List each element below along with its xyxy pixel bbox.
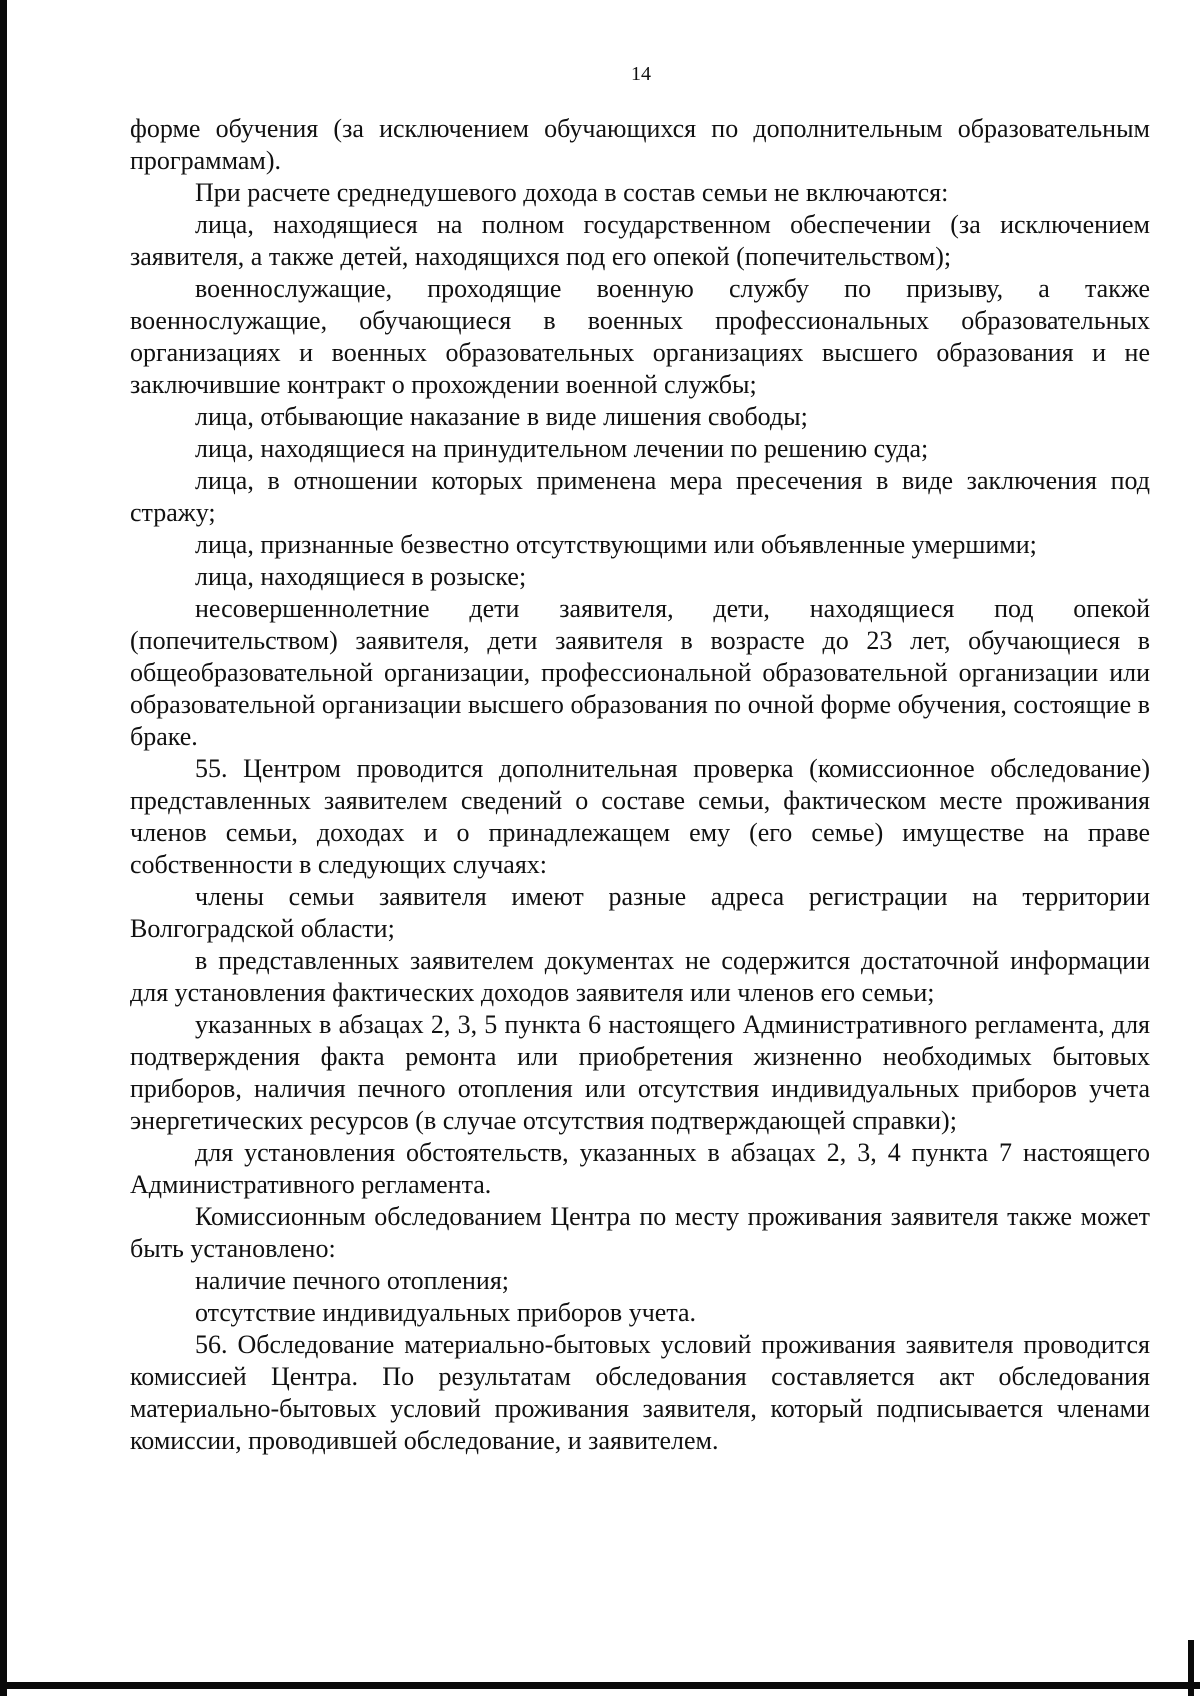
paragraph: лица, находящиеся в розыске; (195, 562, 527, 591)
paragraph-item-56: 56. Обследование материально-бытовых условий проживания заявителя проводится комиссией Центра. По результатам обследования составляется акт обследования материально-бытовых условий проживания заявителя, который подписывается членами комиссии, проводившей обследование, и заявителем. (130, 1330, 1150, 1455)
paragraph: отсутствие индивидуальных приборов учета. (195, 1298, 697, 1327)
page-number: 14 (631, 63, 651, 85)
paragraph: лица, отбывающие наказание в виде лишения свободы; (195, 402, 808, 431)
paragraph: несовершеннолетние дети заявителя, дети, находящиеся под опекой (попечительством) заявителя, дети заявителя в возрасте до 23 лет, обучающиеся в общеобразовательной организации, профессиональной образовательной организации или образовательной организации высшего образования по очной форме обучения, состоящие в браке. (130, 594, 1150, 751)
scan-border-left (0, 0, 7, 1696)
paragraph: члены семьи заявителя имеют разные адреса регистрации на территории Волгоградской области; (130, 882, 1150, 943)
paragraph: Комиссионным обследованием Центра по месту проживания заявителя также может быть установлено: (130, 1202, 1150, 1263)
paragraph-continuation: форме обучения (за исключением обучающихся по дополнительным образовательным программам). (130, 114, 1150, 175)
scan-border-bottom (0, 1682, 1200, 1689)
scan-border-right (1188, 1640, 1194, 1696)
paragraph: наличие печного отопления; (195, 1266, 510, 1295)
paragraph: указанных в абзацах 2, 3, 5 пункта 6 настоящего Административного регламента, для подтверждения факта ремонта или приобретения жизненно необходимых бытовых приборов, наличия печного отопления или отсутствия индивидуальных приборов учета энергетических ресурсов (в случае отсутствия подтверждающей справки); (130, 1010, 1150, 1135)
paragraph: лица, находящиеся на принудительном лечении по решению суда; (195, 434, 929, 463)
document-body (130, 113, 1150, 1457)
paragraph: лица, в отношении которых применена мера пресечения в виде заключения под стражу; (130, 466, 1150, 527)
paragraph: в представленных заявителем документах не содержится достаточной информации для установления фактических доходов заявителя или членов его семьи; (130, 946, 1150, 1007)
paragraph-item-55: 55. Центром проводится дополнительная проверка (комиссионное обследование) представленных заявителем сведений о составе семьи, фактическом месте проживания членов семьи, доходах и о принадлежащем ему (его семье) имуществе на праве собственности в следующих случаях: (130, 754, 1150, 879)
paragraph: лица, находящиеся на полном государственном обеспечении (за исключением заявителя, а также детей, находящихся под его опекой (попечительством); (130, 210, 1150, 271)
paragraph: лица, признанные безвестно отсутствующими или объявленные умершими; (195, 530, 1037, 559)
paragraph: военнослужащие, проходящие военную службу по призыву, а также военнослужащие, обучающиеся в военных профессиональных образовательных организациях и военных образовательных организациях высшего образования и не заключившие контракт о прохождении военной службы; (130, 274, 1150, 399)
paragraph: для установления обстоятельств, указанных в абзацах 2, 3, 4 пункта 7 настоящего Административного регламента. (130, 1138, 1150, 1199)
paragraph: При расчете среднедушевого дохода в состав семьи не включаются: (195, 178, 949, 207)
